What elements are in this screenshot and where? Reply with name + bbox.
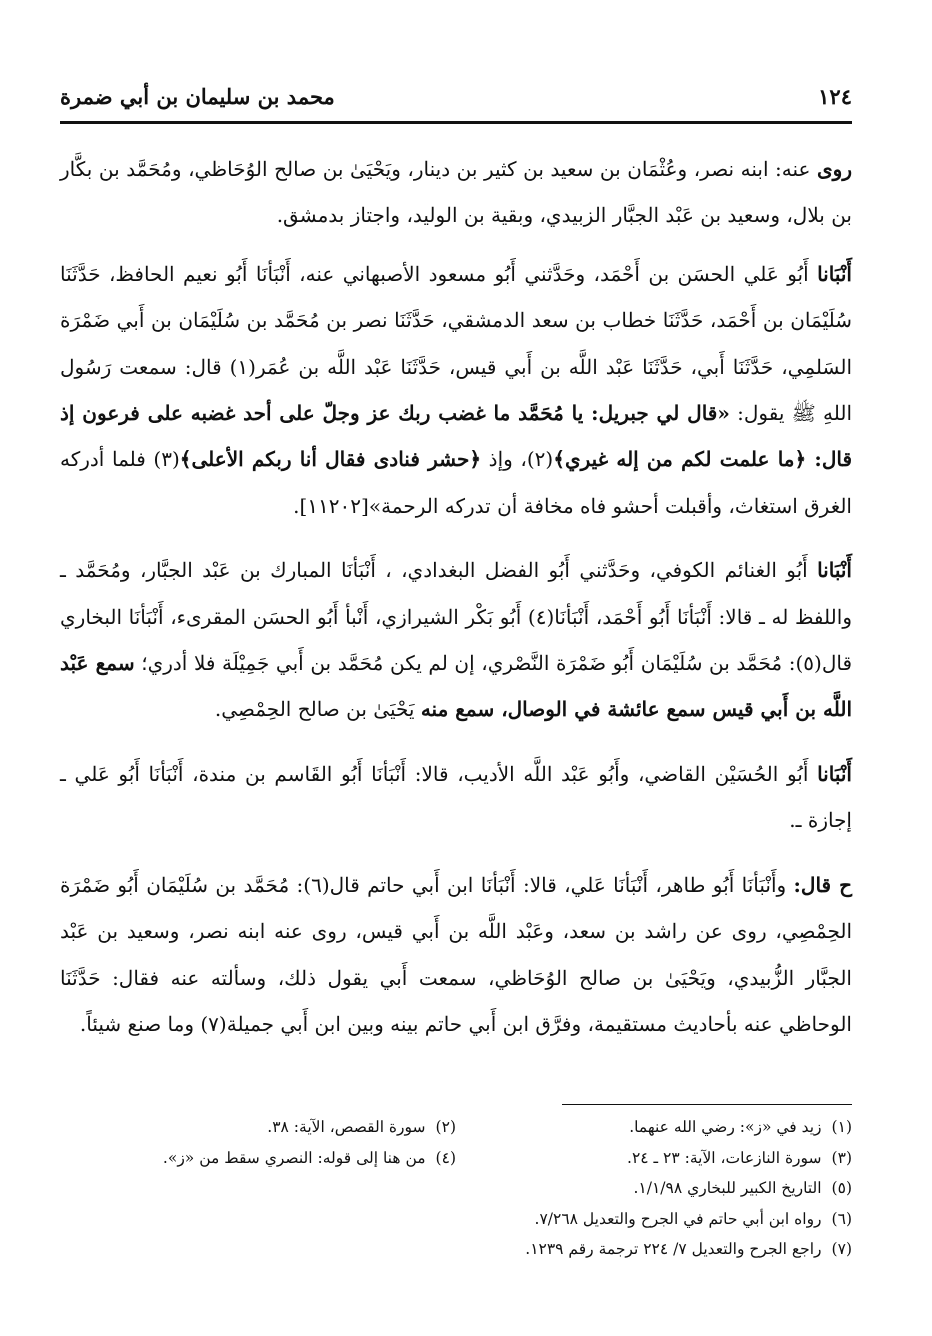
footnote-ref-3: (٣): [153, 447, 180, 472]
paragraph-text: أَبُو عَلي الحسَن بن أَحْمَد، وحَدَّثني أَبُو مسعود الأصبهاني عنه، أَنْبَأنَا أَبُو نعيم الحافظ، حَدَّثَنَا سُلَيْمَان بن أَحْمَد، حَدَّثَنَا خطاب بن سعد الدمشقي، حَدَّثَنَا نصر بن مُحَمَّد بن سُلَيْمَان بن أَبي ضَمْرَة السَلمِي، حَدَّثَنَا أَبي، حَدَّثَنَا عَبْد اللَّه بن أَبي قيس، حَدَّثَنَا عَبْد اللَّه بن عُمَر: [60, 261, 852, 379]
footnote-number: (٣): [831, 1148, 852, 1167]
footnote-rule: [562, 1104, 852, 1105]
hadith-quote: «قال لي جبريل: يا مُحَمَّد ما غضب ربك عز وجلّ على أحد غضبه على فرعون إذ قال: ﴿ما علمت لكم من إله غيري﴾: [60, 401, 853, 472]
paragraph-text: قال: سمعت رَسُول اللهِ ﷺ يقول:: [60, 354, 853, 426]
footnote-ref-6: (٦): [303, 872, 330, 897]
footnote-row: [60, 1234, 852, 1265]
footnote-ref-7: (٧): [200, 1011, 227, 1036]
footnote-text: راجع الجرح والتعديل ٧/ ٢٢٤ ترجمة رقم ١٢٣٩.: [525, 1240, 822, 1258]
paragraph-end: .: [293, 493, 300, 518]
footnote-row: [60, 1112, 852, 1143]
paragraph-lead: أَنْبَانا: [817, 261, 852, 286]
paragraph-lead: ح قال:: [793, 872, 852, 897]
running-title: محمد بن سليمان بن أبي ضمرة: [60, 83, 335, 109]
footnote-text: سورة القصص، الآية: ٣٨.: [267, 1118, 426, 1136]
paragraph-3: [60, 547, 852, 733]
paragraph-text: : مُحَمَّد بن سُلَيْمَان أَبُو ضَمْرَة النَّصْري، إن لم يكن مُحَمَّد بن أَبي جَمِيْلَة فلا أدري؛: [134, 651, 796, 676]
paragraph-1: [60, 146, 852, 239]
paragraph-text: وأَنْبَأنَا أَبُو طاهر، أَنْبَأنَا عَلي، قالا: أَنْبَأنَا ابن أَبي حاتم قال: [329, 872, 794, 897]
paragraph-text: فلما أدركه الغرق استغاث، وأقبلت أحشو فاه مخافة أن تدركه الرحمة»: [60, 447, 852, 518]
quran-quote: ﴿حشر فنادى فقال أنا ربكم الأعلى﴾: [179, 447, 482, 472]
footnote-number: (٦): [831, 1209, 852, 1228]
footnote-row: [60, 1143, 852, 1174]
footnote-4: [60, 1143, 456, 1174]
paragraph-text: أَبُو الحُسَيْن القاضي، وأَبُو عَبْد اللَّه الأديب، قالا: أَنْبَأنَا أَبُو القَاسم بن مندة، أَنْبَأنَا أَبُو عَلي ـ إجازة ـ.: [60, 761, 852, 833]
footnote-2: [60, 1112, 456, 1143]
footnote-5: [60, 1173, 852, 1204]
page-number: ١٢٤: [818, 83, 852, 109]
footnote-text: زيد في «ز»: رضي الله عنهما.: [629, 1118, 822, 1136]
footnote-number: (١): [831, 1118, 852, 1136]
footnote-ref-5: (٥): [795, 651, 822, 676]
footnote-7: [60, 1234, 852, 1265]
paragraph-lead: أَنْبَانا: [817, 558, 852, 583]
paragraph-2: [60, 251, 852, 529]
footnote-ref-1: (١): [229, 354, 256, 379]
footnote-number: (٤): [435, 1148, 456, 1167]
paragraph-text: أَبُو الغنائم الكوفي، وحَدَّثني أَبُو الفضل البغدادي، ، أَنْبَأنَا المبارك بن عَبْد الجبَّار، ومُحَمَّد ـ واللفظ له ـ قالا: أَنْبَأنَا أَبُو أَحْمَد، أَنْبَأنَا: [60, 558, 852, 629]
footnote-6: [60, 1204, 852, 1235]
footnote-1: [456, 1112, 852, 1143]
footnotes: [60, 1112, 852, 1265]
footnote-3: [456, 1143, 852, 1174]
paragraph-text: ، وإذ: [481, 447, 527, 472]
page-header: [60, 72, 852, 120]
footnote-row: [60, 1204, 852, 1235]
footnote-text: التاريخ الكبير للبخاري ١/١/٩٨.: [633, 1179, 822, 1197]
footnote-text: من هنا إلى قوله: النصري سقط من «ز».: [162, 1148, 426, 1167]
paragraph-text: وما صنع شيئاً.: [79, 1011, 201, 1036]
footnote-number: (٥): [831, 1179, 852, 1197]
paragraph-lead: أَنْبَانا: [817, 761, 852, 786]
paragraph-text: عنه: ابنه نصر، وعُثْمَان بن سعيد بن كثير بن دينار، ويَحْيَىٰ بن صالح الوُحَاظي، ومُحَمَّد بن بكَّار بن بلال، وسعيد بن عَبْد الجبَّار الزبيدي، وبقية بن الوليد، واجتاز بدمشق.: [60, 157, 852, 228]
footnote-ref-4: (٤): [527, 604, 555, 629]
paragraph-text: يَحْيَىٰ بن صالح الحِمْصِي.: [214, 697, 421, 722]
footnote-text: رواه ابن أبي حاتم في الجرح والتعديل ٧/٢٦٨.: [534, 1209, 822, 1228]
main-text: [60, 146, 852, 1065]
footnote-ref-2: (٢): [526, 447, 554, 472]
footnote-row: [60, 1173, 852, 1204]
footnote-number: (٧): [831, 1240, 852, 1258]
paragraph-text: : مُحَمَّد بن سُلَيْمَان أَبُو ضَمْرَة الحِمْصِي، روى عن راشد بن سعد، وعَبْد اللَّه بن أَبي قيس، روى عنه ابنه نصر، وسعيد بن عَبْد الجبَّار الزُّبيدي، ويَحْيَىٰ بن صالح الوُحَاظي، سمعت أَبي يقول ذلك، وسألته عنه فقال: حَدَّثَنَا الوحاظي عنه بأحاديث مستقيمة، وفرَّق ابن أَبي حاتم بينه وبين ابن أَبي جميلة: [60, 872, 852, 1036]
paragraph-4: [60, 751, 852, 844]
footnote-number: (٢): [435, 1118, 456, 1136]
bold-text: سمع عَبْد اللَّه بن أَبي قيس سمع عائشة في الوصال، سمع منه: [60, 651, 852, 722]
footnote-text: سورة النازعات، الآية: ٢٣ ـ ٢٤.: [627, 1148, 822, 1167]
paragraph-text: أَبُو بَكْر الشيرازي، أَنْبأ أَبُو الحسَن المقرىء، أَنْبَأنَا البخاري قال: [60, 604, 852, 676]
header-rule: [60, 121, 852, 124]
paragraph-5: [60, 862, 852, 1048]
paragraph-lead: روى: [817, 157, 852, 181]
hadith-number: [١١٢٠٢]: [299, 493, 369, 518]
